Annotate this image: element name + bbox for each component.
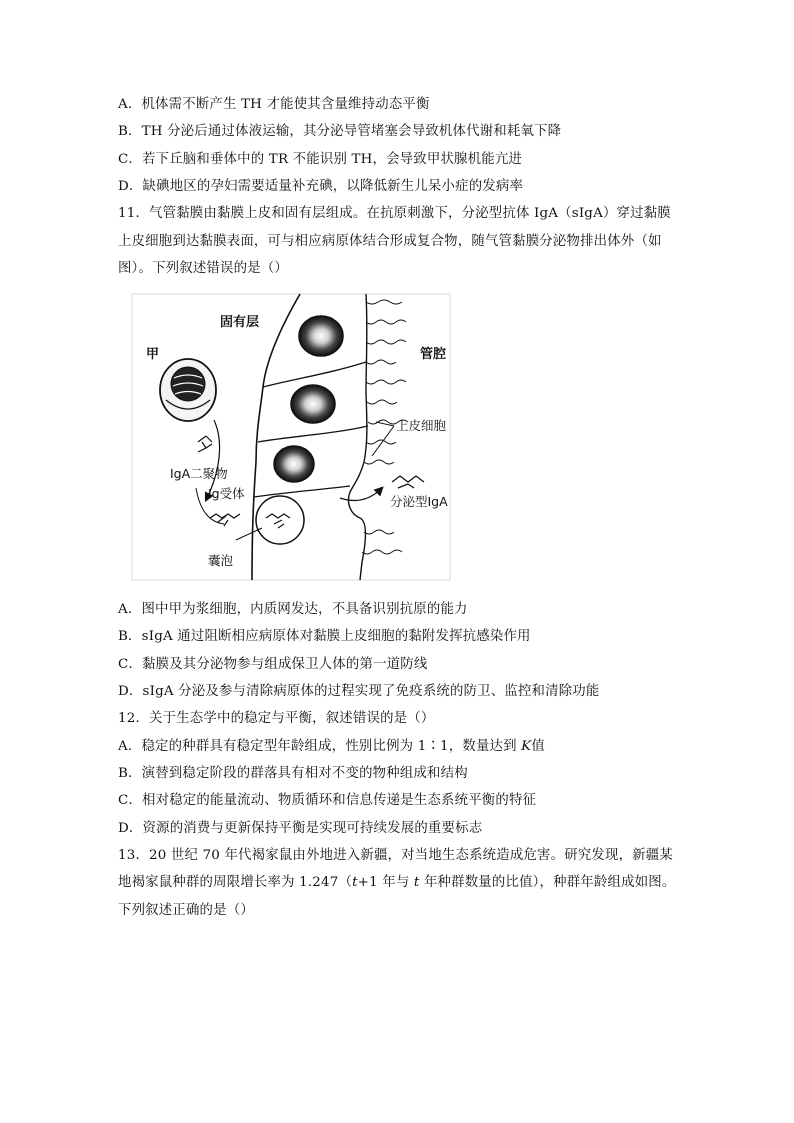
label-jia: 甲 xyxy=(146,347,160,362)
q12-stem: 12．关于生态学中的稳定与平衡，叙述错误的是（） xyxy=(118,711,435,726)
q13-stem-line-3: 下列叙述正确的是（） xyxy=(118,903,254,918)
epithelial-pointer xyxy=(372,422,394,456)
q12-option-b: B．演替到稳定阶段的群落具有相对不变的物种组成和结构 xyxy=(118,766,468,781)
q11-stem-line-2: 上皮细胞到达黏膜表面，可与相应病原体结合形成复合物，随气管黏膜分泌物排出体外（如 xyxy=(118,234,662,249)
q11-option-d: D．sIgA 分泌及参与清除病原体的过程实现了免疫系统的防卫、监控和清除功能 xyxy=(118,684,600,699)
label-epithelial-cell: 上皮细胞 xyxy=(396,418,447,433)
q11-option-b: B．sIgA 通过阻断相应病原体对黏膜上皮细胞的黏附发挥抗感染作用 xyxy=(118,629,531,644)
cell-boundary-3 xyxy=(254,486,350,497)
q10-option-d: D．缺碘地区的孕妇需要适量补充碘，以降低新生儿呆小症的发病率 xyxy=(118,179,524,194)
iga-dimer-glyph xyxy=(198,436,212,452)
nucleus-3 xyxy=(274,446,314,482)
q10-option-c: C．若下丘脑和垂体中的 TR 不能识别 TH，会导致甲状腺机能亢进 xyxy=(118,152,523,167)
plasma-cell-nucleus xyxy=(171,367,205,401)
label-lumen: 管腔 xyxy=(420,347,447,362)
mucosa-diagram-svg xyxy=(128,292,454,582)
q13-line2-pre: 地褐家鼠种群的周限增长率为 1.247（ xyxy=(118,875,353,890)
q12-option-a-text: A．稳定的种群具有稳定型年龄组成，性别比例为 1∶1，数量达到 xyxy=(118,739,522,754)
q11-option-c: C．黏膜及其分泌物参与组成保卫人体的第一道防线 xyxy=(118,657,428,672)
vesicle-pointer xyxy=(236,528,262,540)
label-vesicle: 囊泡 xyxy=(208,553,234,568)
q13-stem-line-2 xyxy=(118,874,675,892)
cell-boundary-2 xyxy=(258,426,368,442)
q12-option-c: C．相对稳定的能量流动、物质循环和信息传递是生态系统平衡的特征 xyxy=(118,793,537,808)
q13-stem-line-1: 13．20 世纪 70 年代褐家鼠由外地进入新疆，对当地生态系统造成危害。研究发现，新疆某 xyxy=(118,848,673,863)
cell-boundary-1 xyxy=(263,362,366,387)
nucleus-2 xyxy=(291,385,335,423)
label-ig-receptor: Ig受体 xyxy=(208,486,245,501)
label-lamina-propria: 固有层 xyxy=(220,315,260,330)
q11-option-a: A．图中甲为浆细胞，内质网发达，不具备识别抗原的能力 xyxy=(118,602,468,617)
t-symbol-2: t xyxy=(413,875,420,890)
label-secretory-iga: 分泌型IgA xyxy=(390,494,448,509)
q11-figure-mucosa-diagram xyxy=(128,292,454,582)
ig-receptor-glyph xyxy=(210,514,240,526)
q10-option-b: B．TH 分泌后通过体液运输，其分泌导管堵塞会导致机体代谢和耗氧下降 xyxy=(118,124,562,139)
apical-edge xyxy=(348,294,366,580)
q13-line2-post: 年种群数量的比值），种群年龄组成如图。 xyxy=(419,875,676,890)
k-symbol: K xyxy=(521,739,532,754)
q10-option-a: A．机体需不断产生 TH 才能使其含量维持动态平衡 xyxy=(118,97,430,112)
q12-option-a xyxy=(118,738,545,756)
vesicle xyxy=(256,496,304,544)
q11-stem-line-3: 图）。下列叙述错误的是（） xyxy=(118,261,288,276)
q11-stem-line-1: 11．气管黏膜由黏膜上皮和固有层组成。在抗原刺激下，分泌型抗体 IgA（sIgA）穿过黏膜 xyxy=(118,206,671,221)
secretory-iga-glyph xyxy=(392,476,424,488)
q13-line2-mid: +1 年与 xyxy=(357,875,414,890)
secretion-arrow xyxy=(340,488,382,500)
q12-option-d: D．资源的消费与更新保持平衡是实现可持续发展的重要标志 xyxy=(118,821,483,836)
t-symbol-1: t xyxy=(352,875,358,890)
nucleus-1 xyxy=(299,316,343,356)
label-iga-dimer: IgA二聚物 xyxy=(170,466,228,481)
q12-option-a-suffix: 值 xyxy=(531,739,545,754)
